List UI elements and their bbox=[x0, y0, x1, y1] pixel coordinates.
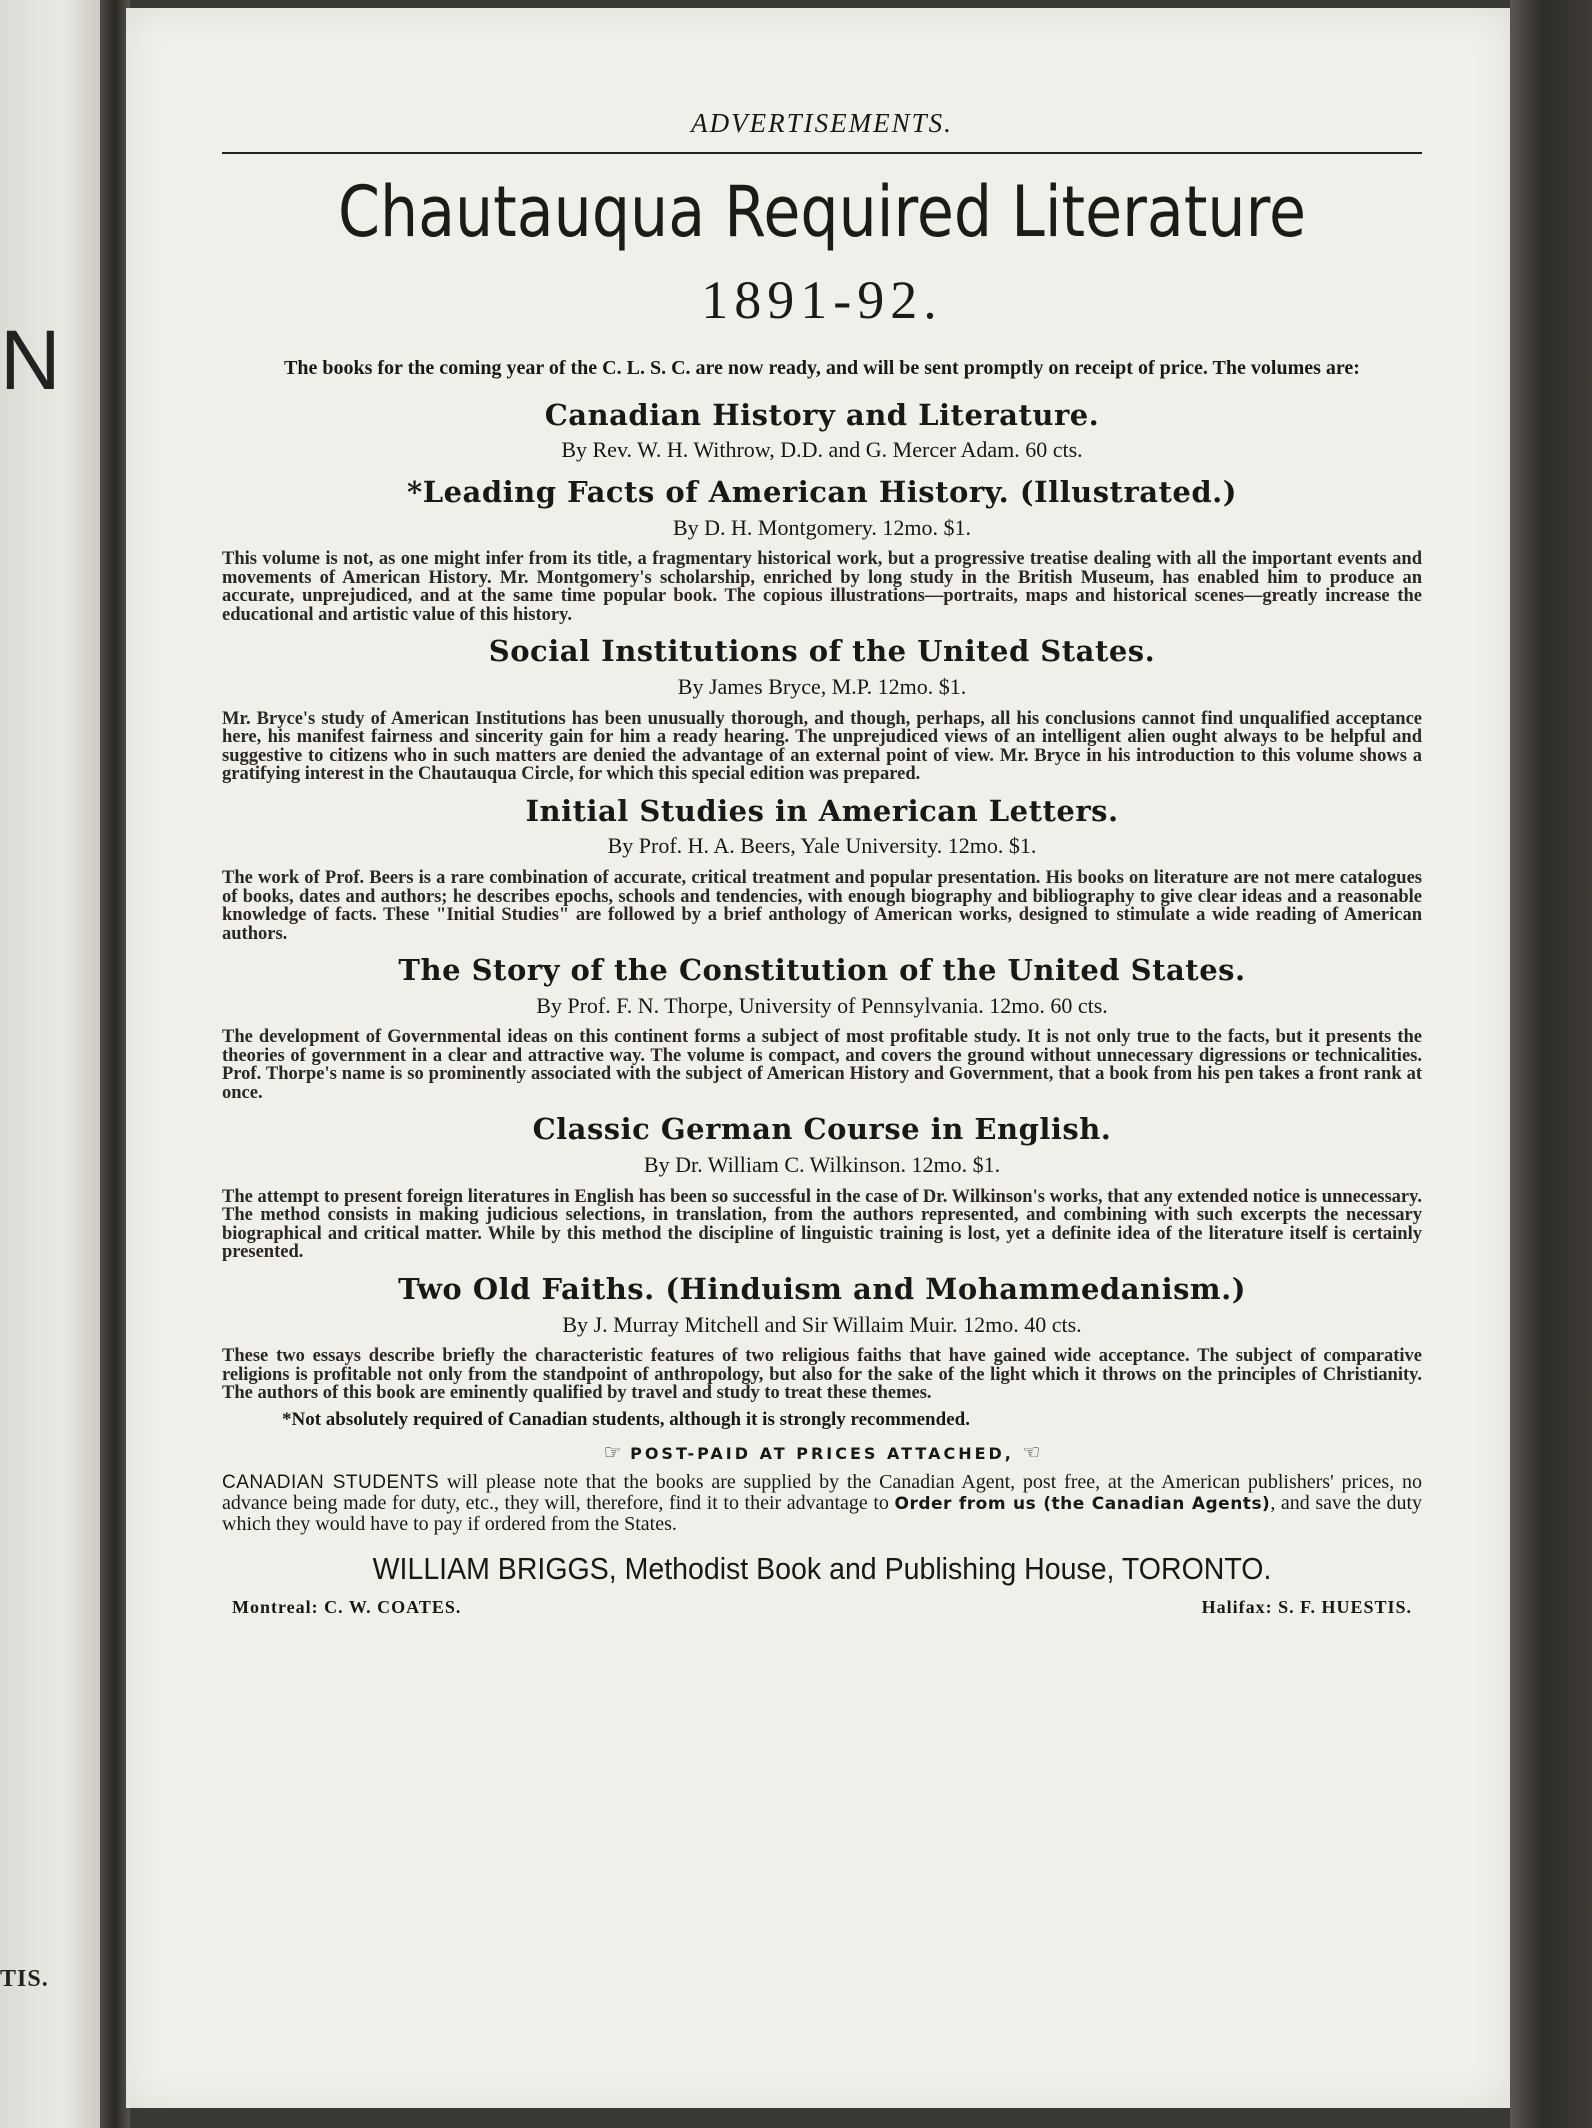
book-byline: By James Bryce, M.P. 12mo. $1. bbox=[677, 674, 967, 700]
canadian-notice-lead: CANADIAN STUDENTS bbox=[222, 1471, 440, 1493]
page-title: Chautauqua Required Literature bbox=[337, 171, 1307, 253]
book-description: The development of Governmental ideas on this continent forms a subject of most profitable study. It is not only true to the facts, but it presents the theories of government in a clear and attractive way. The volume is compact, and covers the ground without unnecessary digressions or technicalities. Prof. Thorpe's name is so prominently associated with the subject of American History and Government, that a book from his pen takes a front rank at once. bbox=[222, 1027, 1422, 1103]
book-title: Canadian History and Literature. bbox=[544, 397, 1100, 432]
book-entry bbox=[222, 953, 1422, 1102]
header-rule bbox=[222, 152, 1422, 154]
facing-page-fragment bbox=[0, 0, 104, 2128]
postpaid-notice bbox=[222, 1440, 1422, 1464]
footnote: *Not absolutely required of Canadian students, although it is strongly recommended. bbox=[282, 1408, 970, 1430]
book-byline: By Rev. W. H. Withrow, D.D. and G. Mercer Adam. 60 cts. bbox=[561, 437, 1083, 463]
running-head: ADVERTISEMENTS. bbox=[691, 108, 953, 138]
year-heading: 1891-92. bbox=[701, 269, 943, 330]
book-title: Social Institutions of the United States. bbox=[488, 634, 1156, 669]
book-list bbox=[222, 398, 1422, 1403]
postpaid-text: POST-PAID AT PRICES ATTACHED, bbox=[630, 1443, 1014, 1463]
book-description: The work of Prof. Beers is a rare combination of accurate, critical treatment and popular presentation. His books on literature are not mere catalogues of books, dates and authors; he describes epochs, schools and tendencies, with enough biography and bibliography to give clear ideas and a reasonable knowledge of facts. These "Initial Studies" are followed by a brief anthology of American works, designed to stimulate a wide reading of American authors. bbox=[222, 868, 1422, 944]
page-content bbox=[222, 108, 1422, 1627]
book-description: Mr. Bryce's study of American Institutions has been unusually thorough, and though, perhaps, all his conclusions cannot find unqualified acceptance here, his manifest fairness and sincerity gain for him a ready hearing. The unprejudiced views of an intelligent alien ought always to be helpful and suggestive to citizens who in such matters are denied the advantage of an external point of view. Mr. Bryce in his introduction to this volume shows a gratifying interest in the Chautauqua Circle, for which this special edition was prepared. bbox=[222, 708, 1422, 785]
book-description: This volume is not, as one might infer from its title, a fragmentary historical work, but a progressive treatise dealing with all the important events and movements of American History. Mr. Montgomery's scholarship, enriched by long study in the British Museum, has enabled him to produce an accurate, unprejudiced, and at the same time popular book. The copious illustrations—portraits, maps and historical scenes—greatly increase the educational and artistic value of this history. bbox=[222, 549, 1422, 625]
book-entry bbox=[222, 398, 1422, 465]
book-title: Two Old Faiths. (Hinduism and Mohammedanism.) bbox=[398, 1271, 1246, 1306]
book-edge bbox=[1510, 0, 1592, 2128]
book-entry bbox=[222, 794, 1422, 943]
montreal-agent: Montreal: C. W. COATES. bbox=[232, 1596, 462, 1617]
book-entry bbox=[222, 634, 1422, 783]
book-description: The attempt to present foreign literatures in English has been so successful in the case of Dr. Wilkinson's works, that any extended notice is unnecessary. The method consists in making judicious selections, in translation, from the authors represented, and combining with such excerpts the necessary biographical and critical matter. While by this method the discipline of linguistic training is lost, yet a definite idea of the literature itself is certainly presented. bbox=[222, 1186, 1422, 1263]
facing-page-letter: N bbox=[0, 313, 61, 407]
book-description: These two essays describe briefly the characteristic features of two religious faiths that have gained wide acceptance. The subject of comparative religions is profitable not only from the standpoint of anthropology, but also for the sake of the light which it throws on the principles of Christianity. The authors of this book are eminently qualified by travel and study to treat these themes. bbox=[222, 1346, 1422, 1404]
book-title: Initial Studies in American Letters. bbox=[525, 793, 1119, 828]
advertisement-page bbox=[126, 8, 1510, 2108]
publisher-line: WILLIAM BRIGGS, Methodist Book and Publishing House, TORONTO. bbox=[372, 1550, 1272, 1586]
book-entry bbox=[222, 475, 1422, 624]
book-entry bbox=[222, 1272, 1422, 1403]
book-title: Classic German Course in English. bbox=[532, 1112, 1112, 1147]
book-entry bbox=[222, 1112, 1422, 1261]
pointing-hand-left-icon: ☜ bbox=[1022, 1439, 1041, 1464]
book-title: *Leading Facts of American History. (Illustrated.) bbox=[407, 474, 1237, 509]
book-byline: By Prof. H. A. Beers, Yale University. 12mo. $1. bbox=[607, 833, 1037, 859]
canadian-students-notice bbox=[222, 1472, 1422, 1535]
book-byline: By J. Murray Mitchell and Sir Willaim Muir. 12mo. 40 cts. bbox=[562, 1311, 1082, 1337]
intro-text: The books for the coming year of the C. L. S. C. are now ready, and will be sent promptly on receipt of price. The volumes are: bbox=[284, 356, 1360, 379]
book-byline: By Prof. F. N. Thorpe, University of Pennsylvania. 12mo. 60 cts. bbox=[536, 992, 1108, 1018]
canadian-notice-emphasis: Order from us (the Canadian Agents) bbox=[894, 1493, 1271, 1514]
book-byline: By D. H. Montgomery. 12mo. $1. bbox=[672, 514, 971, 540]
book-byline: By Dr. William C. Wilkinson. 12mo. $1. bbox=[643, 1152, 1001, 1178]
canadian-notice-text-end: , and save the duty which they would have to pay if ordered from the States. bbox=[222, 1491, 1422, 1535]
facing-page-footer-fragment: TIS. bbox=[0, 1966, 49, 1992]
canadian-notice-text: will please note that the books are supplied by the Canadian Agent, post free, at the American publishers' prices, no advance being made for duty, etc., they will, therefore, find it to their advantage to bbox=[222, 1470, 1422, 1514]
pointing-hand-right-icon: ☞ bbox=[603, 1439, 622, 1464]
agents-line bbox=[222, 1597, 1422, 1627]
halifax-agent: Halifax: S. F. HUESTIS. bbox=[1201, 1596, 1412, 1617]
book-title: The Story of the Constitution of the United States. bbox=[398, 953, 1246, 988]
